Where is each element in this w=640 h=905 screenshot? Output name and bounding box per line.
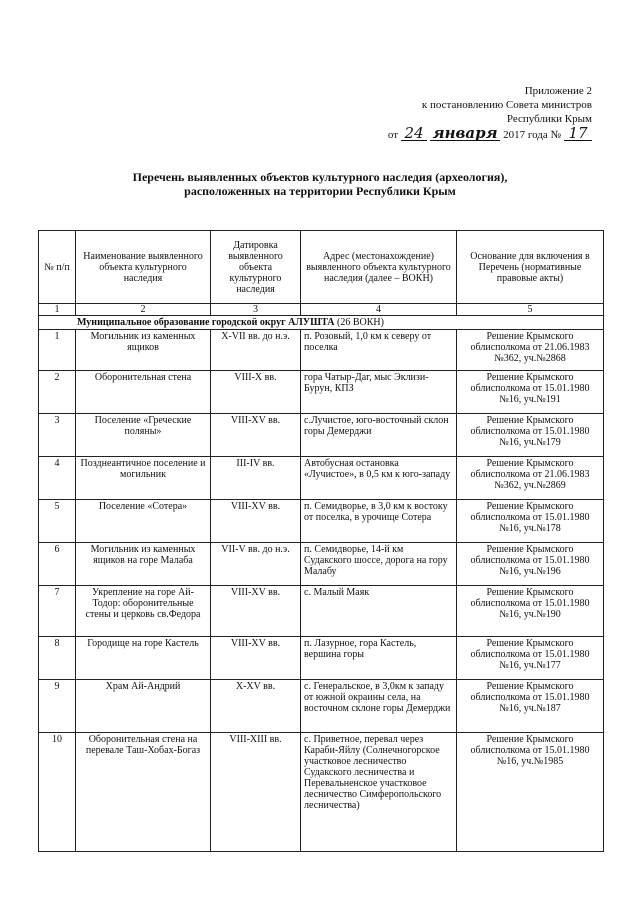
cell-address: с. Генеральское, в 3,0км к западу от южной окраины села, на восточном склоне горы Демерджи — [301, 680, 457, 733]
colnum: 2 — [76, 304, 211, 316]
header-num: № п/п — [39, 231, 76, 304]
cell-date: III-IV вв. — [211, 457, 301, 500]
appendix-title: Приложение 2 — [524, 85, 592, 97]
cell-name: Оборонительная стена на перевале Таш-Хобах-Богаз — [76, 733, 211, 852]
colnum: 1 — [39, 304, 76, 316]
cell-name: Оборонительная стена — [76, 371, 211, 414]
handwritten-day: 24 — [401, 126, 427, 141]
heritage-table — [38, 230, 604, 852]
colnum: 3 — [211, 304, 301, 316]
cell-address: п. Семидворье, в 3,0 км к востоку от поселка, в урочище Сотера — [301, 500, 457, 543]
appendix-date-line — [360, 126, 592, 142]
cell-num: 8 — [39, 637, 76, 680]
cell-num: 3 — [39, 414, 76, 457]
cell-basis: Решение Крымского облисполкома от 15.01.1980 №16, уч.№190 — [457, 586, 604, 637]
section-name: АЛУШТА — [288, 317, 335, 328]
header-address: Адрес (местонахождение) выявленного объекта культурного наследия (далее – ВОКН) — [301, 231, 457, 304]
header-date: Датировка выявленного объекта культурного наследия — [211, 231, 301, 304]
table-row — [39, 637, 604, 680]
title-line-2: расположенных на территории Республики Крым — [184, 184, 456, 198]
title-line-1: Перечень выявленных объектов культурного наследия (археология), — [132, 170, 508, 184]
cell-num: 6 — [39, 543, 76, 586]
cell-date: VIII-XIII вв. — [211, 733, 301, 852]
cell-address: гора Чатыр-Даг, мыс Эклизи-Бурун, КПЗ — [301, 371, 457, 414]
cell-name: Могильник из каменных ящиков на горе Малаба — [76, 543, 211, 586]
cell-date: X-XV вв. — [211, 680, 301, 733]
header-name: Наименование выявленного объекта культурного наследия — [76, 231, 211, 304]
document-title — [100, 170, 540, 198]
cell-basis: Решение Крымского облисполкома от 15.01.1980 №16, уч.№196 — [457, 543, 604, 586]
colnum: 5 — [457, 304, 604, 316]
section-label-text: Муниципальное образование городской округ — [77, 317, 286, 328]
cell-basis: Решение Крымского облисполкома от 21.06.1983 №362, уч.№2869 — [457, 457, 604, 500]
cell-num: 4 — [39, 457, 76, 500]
section-cell — [39, 316, 604, 330]
cell-date: X-VII вв. до н.э. — [211, 330, 301, 371]
column-number-row — [39, 304, 604, 316]
appendix-republic: Республики Крым — [506, 113, 592, 125]
table-row — [39, 371, 604, 414]
handwritten-month: января — [430, 126, 500, 141]
cell-address: Автобусная остановка «Лучистое», в 0,5 км к юго-западу — [301, 457, 457, 500]
cell-basis: Решение Крымского облисполкома от 21.06.1983 №362, уч.№2868 — [457, 330, 604, 371]
cell-address: п. Лазурное, гора Кастель, вершина горы — [301, 637, 457, 680]
table-row — [39, 330, 604, 371]
cell-basis: Решение Крымского облисполкома от 15.01.1980 №16, уч.№177 — [457, 637, 604, 680]
from-label: от — [387, 129, 399, 141]
table-row — [39, 733, 604, 852]
cell-address: с. Приветное, перевал через Караби-Яйлу (Солнечногорское участковое лесничество Судакского лесничества и Перевальненское участковое лесничество Симферопольского лесничества) — [301, 733, 457, 852]
appendix-block — [360, 84, 592, 142]
cell-basis: Решение Крымского облисполкома от 15.01.1980 №16, уч.№191 — [457, 371, 604, 414]
cell-date: VIII-XV вв. — [211, 586, 301, 637]
cell-basis: Решение Крымского облисполкома от 15.01.1980 №16, уч.№179 — [457, 414, 604, 457]
cell-name: Позднеантичное поселение и могильник — [76, 457, 211, 500]
table-row — [39, 680, 604, 733]
cell-basis: Решение Крымского облисполкома от 15.01.1980 №16, уч.№178 — [457, 500, 604, 543]
cell-address: с.Лучистое, юго-восточный склон горы Демерджи — [301, 414, 457, 457]
cell-num: 7 — [39, 586, 76, 637]
year-text: 2017 года № — [503, 129, 561, 141]
cell-date: VIII-XV вв. — [211, 637, 301, 680]
cell-name: Городище на горе Кастель — [76, 637, 211, 680]
cell-name: Поселение «Греческие поляны» — [76, 414, 211, 457]
section-row — [39, 316, 604, 330]
cell-name: Укрепление на горе Ай-Тодор: оборонительные стены и церковь св.Федора — [76, 586, 211, 637]
section-count: (26 ВОКН) — [337, 317, 384, 328]
appendix-resolution: к постановлению Совета министров — [421, 99, 592, 111]
cell-date: VIII-XV вв. — [211, 414, 301, 457]
cell-num: 1 — [39, 330, 76, 371]
cell-date: VIII-XV вв. — [211, 500, 301, 543]
cell-address: с. Малый Маяк — [301, 586, 457, 637]
cell-name: Могильник из каменных ящиков — [76, 330, 211, 371]
cell-num: 2 — [39, 371, 76, 414]
cell-date: VII-V вв. до н.э. — [211, 543, 301, 586]
table-row — [39, 586, 604, 637]
cell-basis: Решение Крымского облисполкома от 15.01.1980 №16, уч.№1985 — [457, 733, 604, 852]
cell-basis: Решение Крымского облисполкома от 15.01.1980 №16, уч.№187 — [457, 680, 604, 733]
colnum: 4 — [301, 304, 457, 316]
cell-num: 5 — [39, 500, 76, 543]
table-row — [39, 414, 604, 457]
cell-address: п. Семидворье, 14-й км Судакского шоссе, дорога на гору Малабу — [301, 543, 457, 586]
cell-date: VIII-X вв. — [211, 371, 301, 414]
table-row — [39, 457, 604, 500]
cell-name: Храм Ай-Андрий — [76, 680, 211, 733]
cell-num: 10 — [39, 733, 76, 852]
cell-name: Поселение «Сотера» — [76, 500, 211, 543]
header-basis: Основание для включения в Перечень (нормативные правовые акты) — [457, 231, 604, 304]
table-row — [39, 500, 604, 543]
handwritten-number: 17 — [564, 126, 592, 141]
cell-num: 9 — [39, 680, 76, 733]
table-header-row — [39, 231, 604, 304]
cell-address: п. Розовый, 1,0 км к северу от поселка — [301, 330, 457, 371]
table-row — [39, 543, 604, 586]
